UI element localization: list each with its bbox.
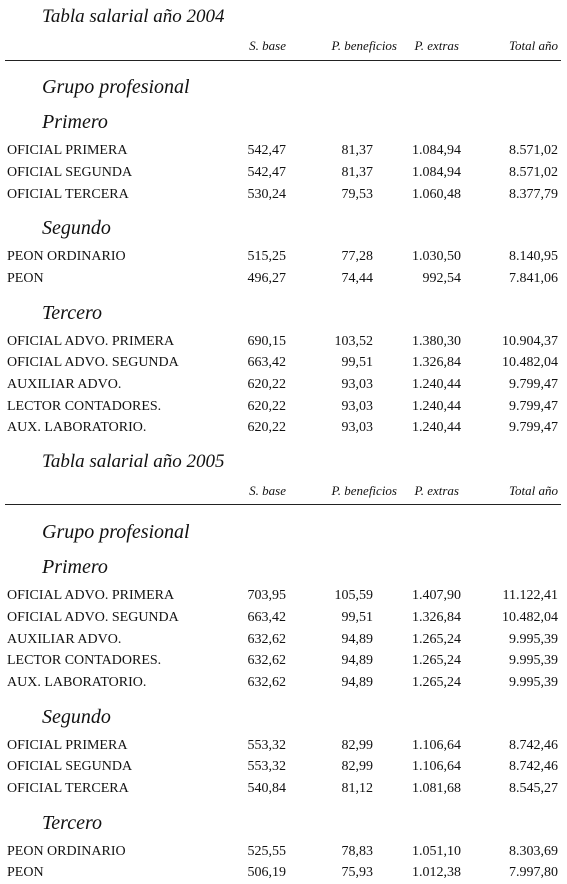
group-title: Tercero bbox=[42, 812, 102, 834]
header-divider bbox=[5, 504, 561, 505]
col-header-extras: P. extras bbox=[414, 483, 459, 498]
row-total: 9.799,47 bbox=[509, 420, 558, 435]
table-row bbox=[0, 757, 567, 777]
row-extras: 1.030,50 bbox=[412, 249, 461, 264]
table-row bbox=[0, 736, 567, 756]
col-header-extras: P. extras bbox=[414, 38, 459, 53]
row-base: 515,25 bbox=[247, 249, 286, 264]
row-total: 9.995,39 bbox=[509, 653, 558, 668]
row-total: 8.303,69 bbox=[509, 844, 558, 859]
row-base: 663,42 bbox=[247, 610, 286, 625]
table-row bbox=[0, 269, 567, 289]
table-row bbox=[0, 375, 567, 395]
row-base: 620,22 bbox=[247, 377, 286, 392]
table-row bbox=[0, 332, 567, 352]
col-header-benefits: P. beneficios bbox=[331, 483, 397, 498]
row-name: OFICIAL SEGUNDA bbox=[7, 759, 133, 774]
row-benefits: 82,99 bbox=[341, 738, 373, 753]
row-name: AUXILIAR ADVO. bbox=[7, 632, 122, 647]
table-row bbox=[0, 353, 567, 373]
row-benefits: 93,03 bbox=[341, 399, 373, 414]
group-title: Tercero bbox=[42, 302, 102, 324]
row-base: 540,84 bbox=[247, 781, 286, 796]
group-title: Primero bbox=[42, 111, 108, 133]
row-total: 10.482,04 bbox=[502, 355, 558, 370]
row-name: PEON ORDINARIO bbox=[7, 249, 126, 264]
row-name: AUX. LABORATORIO. bbox=[7, 675, 147, 690]
row-name: PEON bbox=[7, 865, 44, 880]
row-name: OFICIAL ADVO. SEGUNDA bbox=[7, 355, 179, 370]
row-name: LECTOR CONTADORES. bbox=[7, 653, 162, 668]
table-row bbox=[0, 141, 567, 161]
table-title-2005: Tabla salarial año 2005 bbox=[42, 451, 225, 472]
row-total: 8.377,79 bbox=[509, 187, 558, 202]
row-base: 553,32 bbox=[247, 759, 286, 774]
row-extras: 1.084,94 bbox=[412, 143, 461, 158]
row-benefits: 93,03 bbox=[341, 377, 373, 392]
table-row bbox=[0, 247, 567, 267]
col-header-total: Total año bbox=[508, 483, 558, 498]
row-total: 7.997,80 bbox=[509, 865, 558, 880]
group-title: Segundo bbox=[42, 217, 111, 239]
row-name: AUX. LABORATORIO. bbox=[7, 420, 147, 435]
row-total: 8.571,02 bbox=[509, 143, 558, 158]
col-header-benefits: P. beneficios bbox=[331, 38, 397, 53]
row-extras: 1.240,44 bbox=[412, 420, 461, 435]
row-extras: 1.240,44 bbox=[412, 377, 461, 392]
row-base: 542,47 bbox=[247, 143, 286, 158]
row-name: OFICIAL PRIMERA bbox=[7, 143, 128, 158]
row-base: 663,42 bbox=[247, 355, 286, 370]
row-benefits: 81,12 bbox=[341, 781, 373, 796]
row-base: 632,62 bbox=[247, 632, 286, 647]
row-benefits: 82,99 bbox=[341, 759, 373, 774]
row-benefits: 94,89 bbox=[341, 632, 373, 647]
row-benefits: 105,59 bbox=[334, 588, 373, 603]
row-name: OFICIAL ADVO. PRIMERA bbox=[7, 588, 175, 603]
table-title-2004: Tabla salarial año 2004 bbox=[42, 6, 225, 27]
group-label: Grupo profesional bbox=[42, 521, 190, 543]
table-row bbox=[0, 673, 567, 693]
row-base: 632,62 bbox=[247, 653, 286, 668]
row-extras: 1.240,44 bbox=[412, 399, 461, 414]
row-name: OFICIAL TERCERA bbox=[7, 187, 129, 202]
row-total: 7.841,06 bbox=[509, 271, 558, 286]
row-benefits: 78,83 bbox=[341, 844, 373, 859]
table-row bbox=[0, 651, 567, 671]
table-row bbox=[0, 185, 567, 205]
row-benefits: 81,37 bbox=[341, 165, 373, 180]
row-benefits: 94,89 bbox=[341, 675, 373, 690]
group-title: Segundo bbox=[42, 706, 111, 728]
col-header-base: S. base bbox=[249, 38, 286, 53]
row-extras: 1.060,48 bbox=[412, 187, 461, 202]
row-total: 10.904,37 bbox=[502, 334, 558, 349]
table-row bbox=[0, 842, 567, 862]
row-benefits: 99,51 bbox=[341, 355, 373, 370]
row-base: 525,55 bbox=[247, 844, 286, 859]
row-extras: 1.081,68 bbox=[412, 781, 461, 796]
table-row bbox=[0, 863, 567, 883]
row-base: 620,22 bbox=[247, 420, 286, 435]
row-total: 9.799,47 bbox=[509, 377, 558, 392]
row-base: 530,24 bbox=[247, 187, 286, 202]
row-extras: 1.407,90 bbox=[412, 588, 461, 603]
row-total: 9.799,47 bbox=[509, 399, 558, 414]
row-total: 8.742,46 bbox=[509, 738, 558, 753]
row-extras: 1.084,94 bbox=[412, 165, 461, 180]
row-extras: 1.380,30 bbox=[412, 334, 461, 349]
table-row bbox=[0, 397, 567, 417]
table-row bbox=[0, 586, 567, 606]
row-name: OFICIAL ADVO. SEGUNDA bbox=[7, 610, 179, 625]
row-benefits: 77,28 bbox=[341, 249, 373, 264]
row-total: 10.482,04 bbox=[502, 610, 558, 625]
header-divider bbox=[5, 60, 561, 61]
row-extras: 1.265,24 bbox=[412, 675, 461, 690]
row-base: 506,19 bbox=[247, 865, 286, 880]
row-name: AUXILIAR ADVO. bbox=[7, 377, 122, 392]
row-base: 496,27 bbox=[247, 271, 286, 286]
group-title: Primero bbox=[42, 556, 108, 578]
row-extras: 1.012,38 bbox=[412, 865, 461, 880]
row-total: 8.742,46 bbox=[509, 759, 558, 774]
row-total: 9.995,39 bbox=[509, 675, 558, 690]
row-extras: 1.326,84 bbox=[412, 355, 461, 370]
col-header-total: Total año bbox=[508, 38, 558, 53]
row-total: 8.140,95 bbox=[509, 249, 558, 264]
row-extras: 1.265,24 bbox=[412, 653, 461, 668]
col-header-base: S. base bbox=[249, 483, 286, 498]
row-benefits: 99,51 bbox=[341, 610, 373, 625]
table-row bbox=[0, 608, 567, 628]
row-benefits: 94,89 bbox=[341, 653, 373, 668]
row-base: 632,62 bbox=[247, 675, 286, 690]
row-base: 703,95 bbox=[247, 588, 286, 603]
row-name: LECTOR CONTADORES. bbox=[7, 399, 162, 414]
row-benefits: 81,37 bbox=[341, 143, 373, 158]
row-total: 8.545,27 bbox=[509, 781, 558, 796]
row-name: OFICIAL PRIMERA bbox=[7, 738, 128, 753]
row-extras: 1.106,64 bbox=[412, 759, 461, 774]
table-row bbox=[0, 418, 567, 438]
row-base: 542,47 bbox=[247, 165, 286, 180]
row-base: 620,22 bbox=[247, 399, 286, 414]
row-total: 8.571,02 bbox=[509, 165, 558, 180]
table-row bbox=[0, 630, 567, 650]
row-benefits: 103,52 bbox=[334, 334, 373, 349]
row-base: 553,32 bbox=[247, 738, 286, 753]
row-benefits: 74,44 bbox=[341, 271, 373, 286]
row-extras: 1.106,64 bbox=[412, 738, 461, 753]
row-total: 11.122,41 bbox=[502, 588, 558, 603]
row-name: PEON ORDINARIO bbox=[7, 844, 126, 859]
row-name: OFICIAL ADVO. PRIMERA bbox=[7, 334, 175, 349]
row-name: OFICIAL SEGUNDA bbox=[7, 165, 133, 180]
row-extras: 1.326,84 bbox=[412, 610, 461, 625]
row-benefits: 79,53 bbox=[341, 187, 373, 202]
table-row bbox=[0, 779, 567, 799]
row-benefits: 75,93 bbox=[341, 865, 373, 880]
row-extras: 1.051,10 bbox=[412, 844, 461, 859]
row-name: OFICIAL TERCERA bbox=[7, 781, 129, 796]
row-extras: 1.265,24 bbox=[412, 632, 461, 647]
table-row bbox=[0, 163, 567, 183]
group-label: Grupo profesional bbox=[42, 76, 190, 98]
row-name: PEON bbox=[7, 271, 44, 286]
row-base: 690,15 bbox=[247, 334, 286, 349]
row-total: 9.995,39 bbox=[509, 632, 558, 647]
row-benefits: 93,03 bbox=[341, 420, 373, 435]
row-extras: 992,54 bbox=[422, 271, 461, 286]
